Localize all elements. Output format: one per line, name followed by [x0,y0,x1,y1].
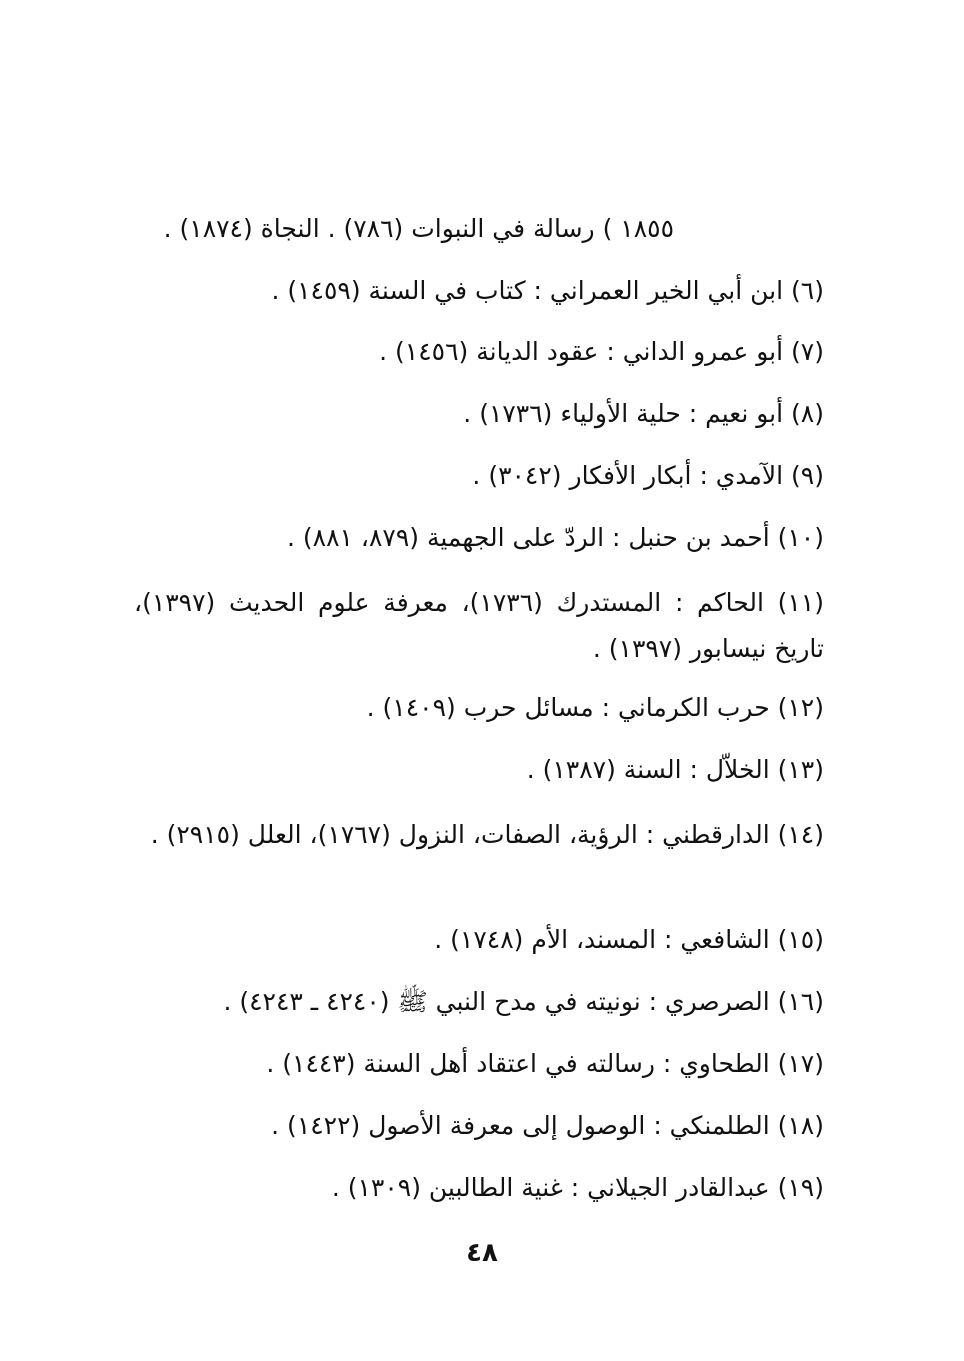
footnote-15: (١٥) الشافعي : المسند، الأم (١٧٤٨) . [434,925,824,954]
footnote-16: (١٦) الصرصري : نونيته في مدح النبي ﷺ (٤٢٤٠ ـ ٤٢٤٣) . [223,987,824,1016]
footnote-8: (٨) أبو نعيم : حلية الأولياء (١٧٣٦) . [463,399,824,428]
footnote-18: (١٨) الطلمنكي : الوصول إلى معرفة الأصول (١٤٢٢) . [271,1111,824,1140]
footnote-17: (١٧) الطحاوي : رسالته في اعتقاد أهل السنة (١٤٤٣) . [266,1049,824,1078]
footnote-19: (١٩) عبدالقادر الجيلاني : غنية الطالبين (١٣٠٩) . [331,1173,824,1202]
footnote-9: (٩) الآمدي : أبكار الأفكار (٣٠٤٢) . [472,461,824,490]
footnote-7: (٧) أبو عمرو الداني : عقود الديانة (١٤٥٦) . [379,337,824,366]
footnote-14: (١٤) الدارقطني : الرؤية، الصفات، النزول (١٧٦٧)، العلل (٢٩١٥) . [150,820,824,849]
footnote-continuation-5: ١٨٥٥ ) رسالة في النبوات (٧٨٦) . النجاة (١٨٧٤) . [163,214,674,243]
footnote-10: (١٠) أحمد بن حنبل : الردّ على الجهمية (٨٧٩، ٨٨١) . [287,523,824,552]
page-number: ٤٨ [466,1238,498,1268]
footnote-12: (١٢) حرب الكرماني : مسائل حرب (١٤٠٩) . [366,693,824,722]
footnote-11: (١١) الحاكم : المستدرك (١٧٣٦)، معرفة علوم الحديث (١٣٩٧)، تاريخ نيسابور (١٣٩٧) . [134,588,824,663]
footnote-13: (١٣) الخلاّل : السنة (١٣٨٧) . [526,755,824,784]
footnote-6: (٦) ابن أبي الخير العمراني : كتاب في السنة (١٤٥٩) . [271,276,824,305]
